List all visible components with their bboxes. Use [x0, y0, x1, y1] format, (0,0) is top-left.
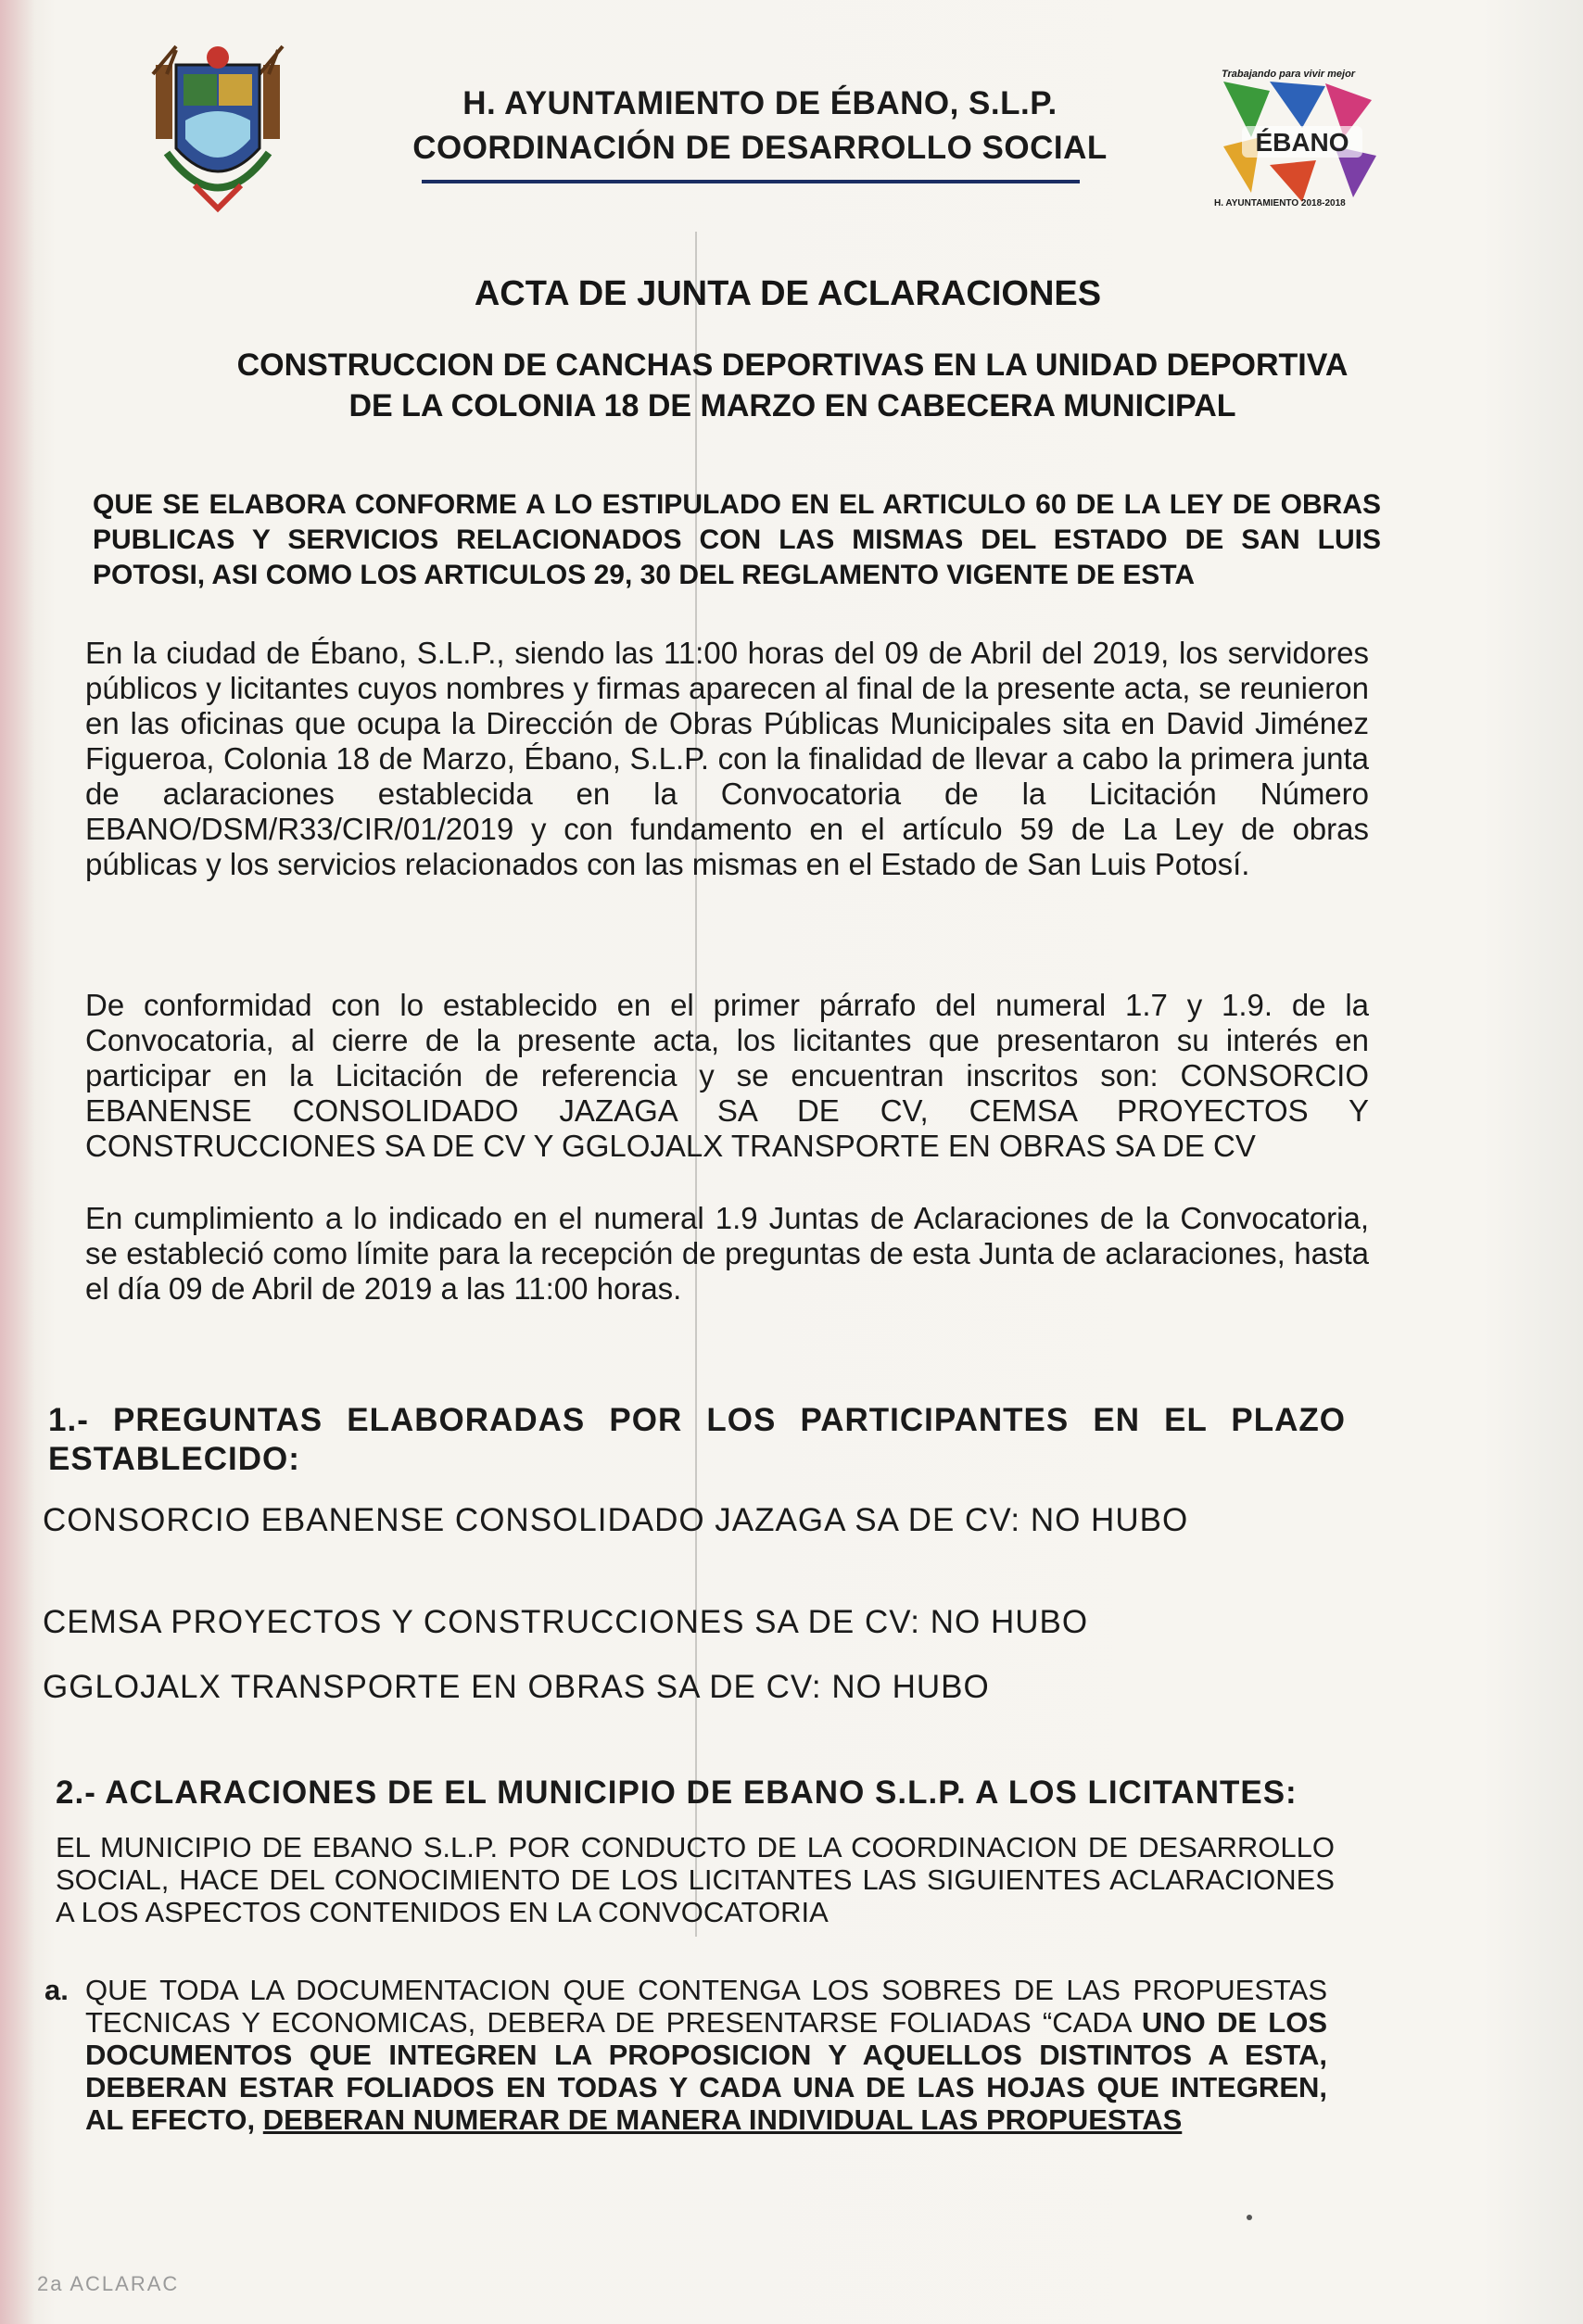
logo-tagline: Trabajando para vivir mejor	[1222, 69, 1356, 80]
logo-wordmark: ÉBANO	[1255, 128, 1349, 157]
header-title-line1: H. AYUNTAMIENTO DE ÉBANO, S.L.P.	[462, 85, 1057, 121]
item-a-underlined: DEBERAN NUMERAR DE MANERA INDIVIDUAL LAS PROPUESTAS	[262, 2103, 1183, 2136]
legal-basis: QUE SE ELABORA CONFORME A LO ESTIPULADO EN EL ARTICULO 60 DE LA LEY DE OBRAS PUBLICAS Y SERVICIOS RELACIONADOS CON LAS MISMAS DEL ESTADO DE SAN LUIS POTOSI, ASI COMO LOS ARTICULOS 29, 30 DEL REGLAMENTO VIGENTE DE ESTA	[93, 489, 1381, 590]
municipal-crest-seal	[139, 37, 297, 222]
scan-edge	[0, 0, 35, 2324]
header-rule	[422, 180, 1080, 183]
project-subject: CONSTRUCCION DE CANCHAS DEPORTIVAS EN LA UNIDAD DEPORTIVA DE LA COLONIA 18 DE MARZO EN CABECERA MUNICIPAL	[236, 347, 1349, 423]
item-a-plain: QUE TODA LA DOCUMENTACION QUE CONTENGA LOS SOBRES DE LAS PROPUESTAS TECNICAS Y ECONOMICAS, DEBERA DE PRESENTARSE FOLIADAS “CADA	[85, 1974, 1327, 2039]
paragraph-opening: En la ciudad de Ébano, S.L.P., siendo las 11:00 horas del 09 de Abril del 2019, los servidores públicos y licitantes cuyos nombres y firmas aparecen al final de la presente acta, se reunieron en las oficinas que ocupa la Dirección de Obras Públicas Municipales sita en David Jiménez Figueroa, Colonia 18 de Marzo, Ébano, S.L.P. con la finalidad de llevar a cabo la primera junta de aclaraciones establecida en la Convocatoria de la Licitación Número EBANO/DSM/R33/CIR/01/2019 y con fundamento en el artículo 59 de La Ley de obras públicas y los servicios relacionados con las mismas en el Estado de San Luis Potosí.	[85, 636, 1369, 881]
answer-consorcio: CONSORCIO EBANENSE CONSOLIDADO JAZAGA SA DE CV: NO HUBO	[43, 1502, 1189, 1538]
ebano-logo	[1214, 72, 1381, 211]
answer-gglojalx: GGLOJALX TRANSPORTE EN OBRAS SA DE CV: NO HUBO	[43, 1669, 990, 1705]
logo-footer-text: H. AYUNTAMIENTO 2018-2018	[1214, 198, 1346, 208]
section1-heading: 1.- PREGUNTAS ELABORADAS POR LOS PARTICIPANTES EN EL PLAZO ESTABLECIDO:	[48, 1402, 1346, 1477]
paragraph-deadline: En cumplimiento a lo indicado en el numeral 1.9 Juntas de Aclaraciones de la Convocatoria, se estableció como límite para la recepción de preguntas de esta Junta de aclaraciones, hasta el día 09 de Abril de 2019 a las 11:00 horas.	[85, 1201, 1369, 1306]
item-a-text	[85, 1974, 1327, 2136]
item-a-bold: UNO DE LOS DOCUMENTOS QUE INTEGREN LA PROPOSICION Y AQUELLOS DISTINTOS A ESTA, DEBERAN ESTAR FOLIADOS EN TODAS Y CADA UNA DE LAS HOJAS QUE INTEGREN, AL EFECTO,	[85, 2006, 1327, 2136]
document-title: ACTA DE JUNTA DE ACLARACIONES	[474, 274, 1102, 313]
section2-body: EL MUNICIPIO DE EBANO S.L.P. POR CONDUCTO DE LA COORDINACION DE DESARROLLO SOCIAL, HACE DEL CONOCIMIENTO DE LOS LICITANTES LAS SIGUIENTES ACLARACIONES A LOS ASPECTOS CONTENIDOS EN LA CONVOCATORIA	[56, 1831, 1335, 1928]
footer-stamp: 2a ACLARAC	[37, 2272, 180, 2295]
header-title-line2: COORDINACIÓN DE DESARROLLO SOCIAL	[412, 130, 1108, 166]
answer-cemsa: CEMSA PROYECTOS Y CONSTRUCCIONES SA DE CV: NO HUBO	[43, 1604, 1089, 1640]
item-a-marker: a.	[44, 1974, 69, 2006]
ink-dot	[1247, 2215, 1252, 2220]
paragraph-bidders: De conformidad con lo establecido en el primer párrafo del numeral 1.7 y 1.9. de la Convocatoria, al cierre de la presente acta, los licitantes que presentaron su interés en participar en la Licitación de referencia y se encuentran inscritos son: CONSORCIO EBANENSE CONSOLIDADO JAZAGA SA DE CV, CEMSA PROYECTOS Y CONSTRUCCIONES SA DE CV Y GGLOJALX TRANSPORTE EN OBRAS SA DE CV	[85, 988, 1369, 1163]
section2-heading: 2.- ACLARACIONES DE EL MUNICIPIO DE EBANO S.L.P. A LOS LICITANTES:	[56, 1775, 1298, 1811]
